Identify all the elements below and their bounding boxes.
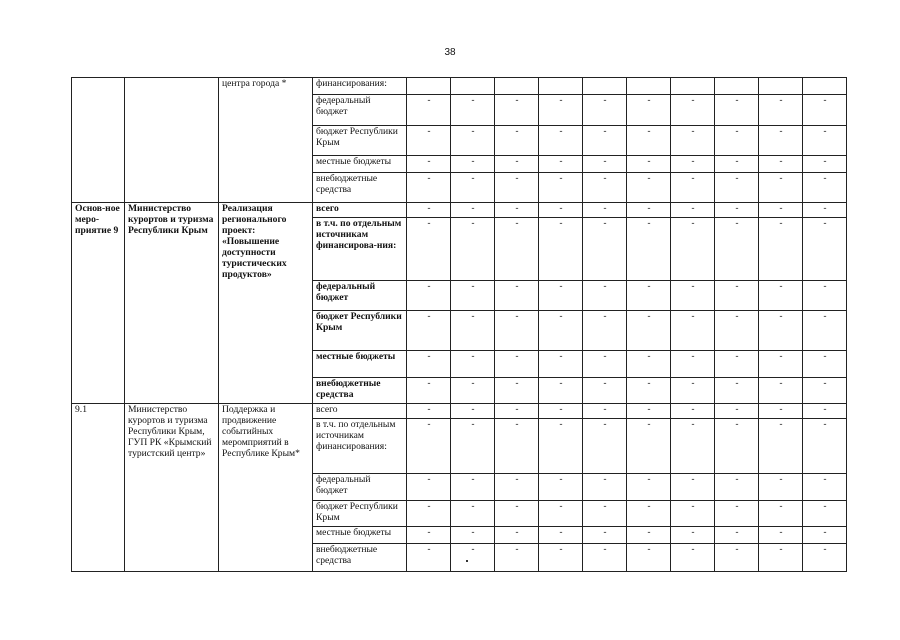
amount-cell: -: [451, 156, 495, 173]
amount-cell: -: [583, 351, 627, 378]
amount-cell: -: [539, 95, 583, 126]
amount-cell: -: [407, 474, 451, 501]
amount-cell: -: [759, 173, 803, 203]
amount-cell: -: [759, 544, 803, 572]
amount-cell: -: [759, 218, 803, 281]
amount-cell: -: [407, 173, 451, 203]
amount-cell: -: [671, 544, 715, 572]
amount-cell: -: [539, 378, 583, 404]
amount-cell: -: [539, 173, 583, 203]
amount-cell: -: [759, 95, 803, 126]
amount-cell: [495, 78, 539, 95]
amount-cell: -: [407, 203, 451, 218]
amount-cell: -: [759, 378, 803, 404]
amount-cell: [671, 78, 715, 95]
amount-cell: -: [583, 378, 627, 404]
amount-cell: -: [451, 351, 495, 378]
table-row: [72, 78, 847, 95]
page-number: 38: [444, 47, 456, 58]
amount-cell: -: [583, 203, 627, 218]
amount-cell: -: [803, 378, 847, 404]
amount-cell: -: [407, 419, 451, 474]
amount-cell: -: [803, 501, 847, 527]
amount-cell: -: [583, 419, 627, 474]
amount-cell: -: [627, 156, 671, 173]
amount-cell: -: [671, 156, 715, 173]
amount-cell: -: [407, 351, 451, 378]
amount-cell: -: [583, 527, 627, 544]
amount-cell: -: [803, 218, 847, 281]
amount-cell: -: [583, 311, 627, 351]
funding-source-cell: внебюджетные средства: [313, 544, 407, 572]
amount-cell: -: [803, 527, 847, 544]
amount-cell: [407, 78, 451, 95]
funding-source-cell: в т.ч. по отдельным источникам финансирова-ния:: [313, 218, 407, 281]
amount-cell: -: [803, 311, 847, 351]
amount-cell: -: [407, 95, 451, 126]
measure-name-cell: Реализация регионального проект: «Повышение доступности туристических продуктов»: [219, 203, 313, 404]
amount-cell: -: [759, 351, 803, 378]
amount-cell: -: [715, 544, 759, 572]
amount-cell: -: [803, 173, 847, 203]
amount-cell: [583, 78, 627, 95]
amount-cell: -: [627, 501, 671, 527]
amount-cell: -: [407, 281, 451, 311]
funding-source-cell: федеральный бюджет: [313, 474, 407, 501]
amount-cell: -: [583, 501, 627, 527]
scan-mark: [466, 560, 468, 562]
executor-cell: Министерство курортов и туризма Республики Крым, ГУП РК «Крымский туристский центр»: [125, 404, 219, 572]
amount-cell: -: [407, 156, 451, 173]
amount-cell: -: [671, 203, 715, 218]
amount-cell: -: [583, 404, 627, 419]
measure-name-cell: центра города *: [219, 78, 313, 203]
amount-cell: -: [627, 474, 671, 501]
amount-cell: -: [495, 419, 539, 474]
amount-cell: -: [495, 474, 539, 501]
amount-cell: -: [451, 419, 495, 474]
measure-number-cell: Основ-ное меро-приятие 9: [72, 203, 125, 404]
amount-cell: -: [451, 544, 495, 572]
amount-cell: -: [671, 404, 715, 419]
amount-cell: -: [495, 156, 539, 173]
table-row: [72, 404, 847, 419]
amount-cell: -: [627, 95, 671, 126]
amount-cell: -: [495, 527, 539, 544]
amount-cell: -: [627, 378, 671, 404]
funding-source-cell: федеральный бюджет: [313, 281, 407, 311]
amount-cell: -: [671, 281, 715, 311]
funding-source-cell: бюджет Республики Крым: [313, 126, 407, 156]
amount-cell: -: [451, 501, 495, 527]
amount-cell: -: [407, 501, 451, 527]
amount-cell: -: [539, 203, 583, 218]
amount-cell: -: [671, 173, 715, 203]
amount-cell: -: [539, 419, 583, 474]
funding-source-cell: местные бюджеты: [313, 351, 407, 378]
amount-cell: -: [495, 126, 539, 156]
amount-cell: -: [495, 95, 539, 126]
amount-cell: -: [627, 203, 671, 218]
amount-cell: -: [627, 218, 671, 281]
amount-cell: -: [407, 527, 451, 544]
amount-cell: -: [803, 95, 847, 126]
amount-cell: -: [627, 311, 671, 351]
amount-cell: [715, 78, 759, 95]
amount-cell: -: [451, 95, 495, 126]
amount-cell: -: [671, 126, 715, 156]
amount-cell: -: [539, 218, 583, 281]
amount-cell: -: [583, 218, 627, 281]
amount-cell: -: [803, 281, 847, 311]
amount-cell: -: [495, 311, 539, 351]
amount-cell: -: [671, 311, 715, 351]
funding-source-cell: в т.ч. по отдельным источникам финансирования:: [313, 419, 407, 474]
amount-cell: [451, 78, 495, 95]
amount-cell: -: [627, 281, 671, 311]
amount-cell: -: [451, 378, 495, 404]
amount-cell: -: [539, 527, 583, 544]
funding-source-cell: местные бюджеты: [313, 527, 407, 544]
measure-number-cell: [72, 78, 125, 203]
amount-cell: -: [803, 351, 847, 378]
executor-cell: [125, 78, 219, 203]
budget-table: [71, 77, 847, 572]
funding-source-cell: всего: [313, 203, 407, 218]
amount-cell: -: [715, 281, 759, 311]
amount-cell: -: [583, 126, 627, 156]
funding-source-cell: бюджет Республики Крым: [313, 501, 407, 527]
amount-cell: -: [759, 156, 803, 173]
amount-cell: -: [495, 218, 539, 281]
amount-cell: -: [539, 351, 583, 378]
amount-cell: -: [539, 501, 583, 527]
amount-cell: -: [451, 173, 495, 203]
amount-cell: -: [803, 203, 847, 218]
amount-cell: -: [495, 404, 539, 419]
amount-cell: -: [539, 311, 583, 351]
table-row: [72, 203, 847, 218]
amount-cell: -: [407, 311, 451, 351]
amount-cell: -: [671, 218, 715, 281]
amount-cell: -: [803, 544, 847, 572]
amount-cell: -: [451, 281, 495, 311]
amount-cell: -: [671, 351, 715, 378]
amount-cell: -: [671, 527, 715, 544]
amount-cell: -: [759, 419, 803, 474]
amount-cell: -: [627, 351, 671, 378]
amount-cell: -: [451, 474, 495, 501]
amount-cell: -: [715, 474, 759, 501]
amount-cell: -: [495, 173, 539, 203]
amount-cell: -: [715, 156, 759, 173]
executor-cell: Министерство курортов и туризма Республики Крым: [125, 203, 219, 404]
amount-cell: -: [759, 501, 803, 527]
amount-cell: -: [759, 126, 803, 156]
amount-cell: -: [715, 378, 759, 404]
amount-cell: -: [495, 281, 539, 311]
amount-cell: -: [803, 126, 847, 156]
amount-cell: -: [759, 404, 803, 419]
amount-cell: -: [539, 544, 583, 572]
amount-cell: -: [671, 419, 715, 474]
amount-cell: -: [539, 404, 583, 419]
amount-cell: -: [715, 404, 759, 419]
amount-cell: -: [451, 311, 495, 351]
amount-cell: [627, 78, 671, 95]
budget-table-body: [72, 78, 847, 572]
amount-cell: -: [495, 351, 539, 378]
amount-cell: -: [627, 544, 671, 572]
amount-cell: -: [671, 378, 715, 404]
amount-cell: -: [759, 203, 803, 218]
amount-cell: -: [583, 474, 627, 501]
amount-cell: -: [451, 527, 495, 544]
amount-cell: -: [671, 95, 715, 126]
amount-cell: -: [451, 203, 495, 218]
amount-cell: -: [407, 378, 451, 404]
measure-name-cell: Поддержка и продвижение событийных меромприятий в Республике Крым*: [219, 404, 313, 572]
amount-cell: [803, 78, 847, 95]
funding-source-cell: федеральный бюджет: [313, 95, 407, 126]
amount-cell: -: [759, 474, 803, 501]
amount-cell: [539, 78, 583, 95]
amount-cell: -: [451, 126, 495, 156]
amount-cell: -: [671, 501, 715, 527]
amount-cell: -: [451, 218, 495, 281]
amount-cell: -: [627, 527, 671, 544]
amount-cell: -: [583, 173, 627, 203]
amount-cell: -: [671, 474, 715, 501]
amount-cell: -: [539, 474, 583, 501]
funding-source-cell: финансирования:: [313, 78, 407, 95]
amount-cell: -: [715, 527, 759, 544]
amount-cell: -: [583, 281, 627, 311]
amount-cell: -: [715, 351, 759, 378]
amount-cell: -: [715, 419, 759, 474]
amount-cell: -: [627, 173, 671, 203]
amount-cell: -: [627, 404, 671, 419]
amount-cell: -: [759, 281, 803, 311]
amount-cell: -: [583, 95, 627, 126]
amount-cell: -: [451, 404, 495, 419]
amount-cell: -: [627, 126, 671, 156]
amount-cell: -: [803, 404, 847, 419]
amount-cell: -: [759, 527, 803, 544]
amount-cell: -: [715, 203, 759, 218]
amount-cell: -: [495, 378, 539, 404]
amount-cell: -: [715, 173, 759, 203]
funding-source-cell: всего: [313, 404, 407, 419]
amount-cell: -: [407, 126, 451, 156]
amount-cell: -: [627, 419, 671, 474]
amount-cell: -: [803, 474, 847, 501]
amount-cell: -: [803, 419, 847, 474]
amount-cell: -: [803, 156, 847, 173]
funding-source-cell: внебюджетные средства: [313, 378, 407, 404]
amount-cell: -: [715, 311, 759, 351]
amount-cell: -: [583, 156, 627, 173]
amount-cell: -: [715, 126, 759, 156]
funding-source-cell: внебюджетные средства: [313, 173, 407, 203]
funding-source-cell: местные бюджеты: [313, 156, 407, 173]
amount-cell: -: [583, 544, 627, 572]
funding-source-cell: бюджет Республики Крым: [313, 311, 407, 351]
amount-cell: [759, 78, 803, 95]
amount-cell: -: [407, 404, 451, 419]
amount-cell: -: [539, 281, 583, 311]
amount-cell: -: [495, 501, 539, 527]
amount-cell: -: [407, 218, 451, 281]
amount-cell: -: [495, 203, 539, 218]
amount-cell: -: [539, 126, 583, 156]
amount-cell: -: [759, 311, 803, 351]
amount-cell: -: [407, 544, 451, 572]
amount-cell: -: [715, 218, 759, 281]
amount-cell: -: [715, 95, 759, 126]
amount-cell: -: [539, 156, 583, 173]
amount-cell: -: [715, 501, 759, 527]
measure-number-cell: 9.1: [72, 404, 125, 572]
amount-cell: -: [495, 544, 539, 572]
